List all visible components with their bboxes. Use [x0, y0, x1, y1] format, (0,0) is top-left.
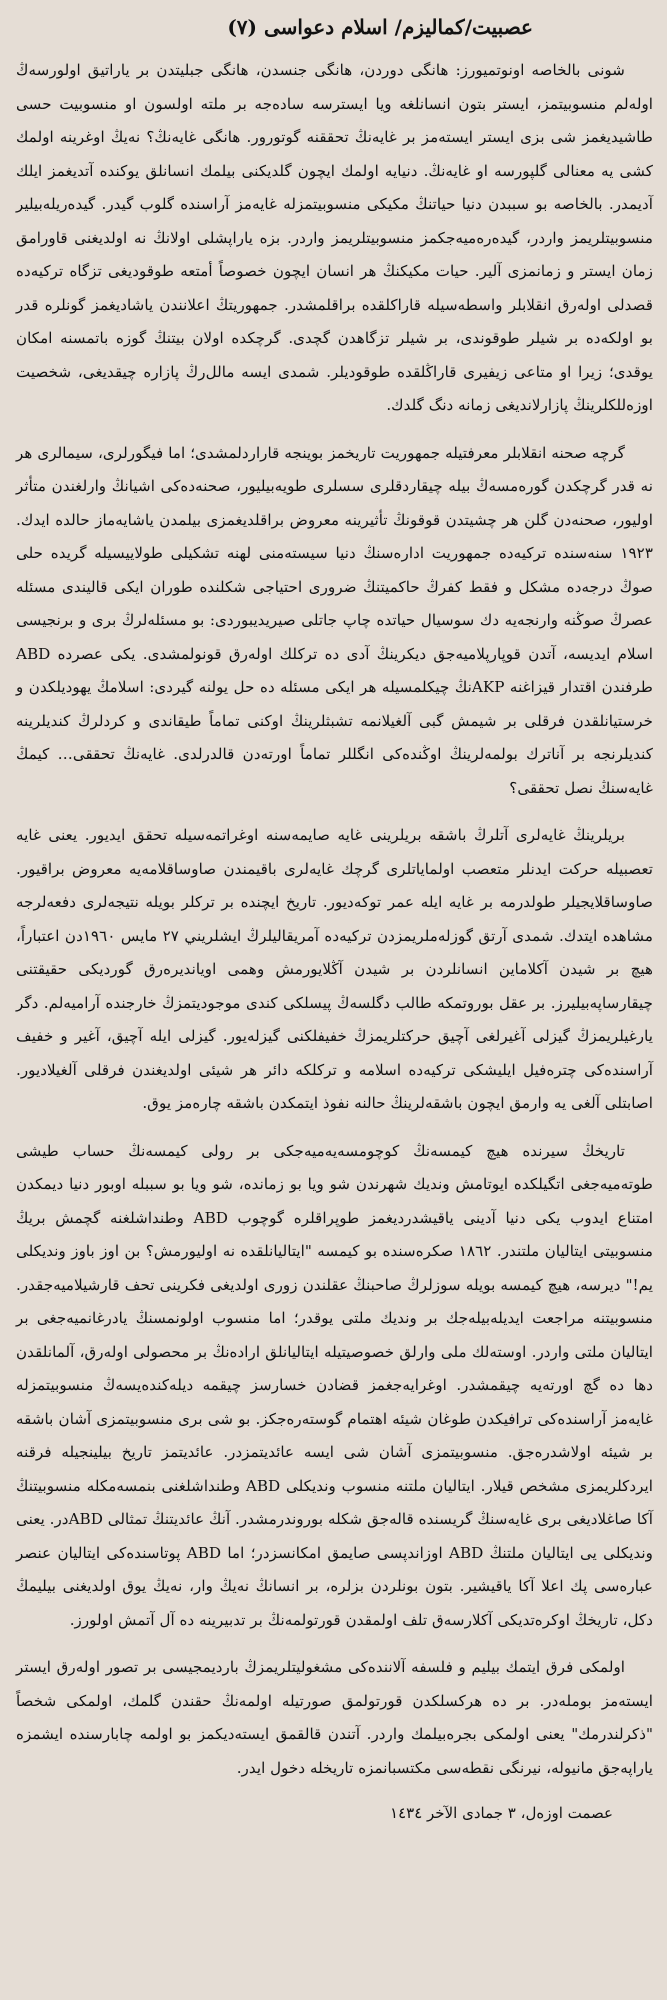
article-title: عصبيت/كماليزم/ اسلام دعواسى (٧) — [227, 15, 533, 39]
paragraph-5: اولمكى فرق ايتمك بيليم و فلسفه آلانندەكى مشغوليتلريمزڭ باردیمجيسى بر تصور اولەرق ايستر ايستەمز بوملەدر. بر ده هرکسلکدن قورتولمق صورتيله اولمەنڭ حقندن گلمك، اولمكى شخصاً "ذكرلندرمك" يعنى اولمكى بجرەبيلمك واردر. آتندن قالقمق ايستەديكمز بو اولمه چابارسنده ايشمزه ياراپەجق مانيوله، نيرنگى نقطەسى مكتسبانمزه تاريخله دخول ايدر. — [16, 1658, 653, 1777]
paragraph-4: تاريخڭ سيرنده هيچ كيمسەنڭ كوچومسەيەميەجكى بر رولى كيمسەنڭ حساب طيشى طوتەميەجغى اتگيلكده ايوتامش ونديك شهرندن شو ويا بو زمانده، شو ويا بو سببله اوبور دنيا ديمكدن امتناع ايدوب يكى دنيا آدينى ياقيشدرديغمز طوپراقلره گوچوب ABD وطنداشلغنه گچمش بريڭ منسوبيتى ايتاليان ملتندر. ١٨٦٢ صكرەسنده بو كيمسه "ايتاليانلقده نه اوليورمش؟ بن اوز باوز ونديكلى يم!" ديرسه، هيچ كيمسه بويله سوزلرڭ صاحبنڭ عقلندن زورى اولديغى فكرينى تحف قارشيلاميەجقدر. منسوبيتنه مراجعت ايديلەبيلەجك بر ونديك ملتى يوقدر؛ اما منسوب اولونمسنڭ يادرغانميەجغى بر ايتاليان ملتى واردر. اوستەلك ملى وارلق خصوصيتيله ايتاليانلق ارادەنڭ بر محصولى اولەرق، آلمانلقدن دها ده گچ اورتەيه چيقمشدر. اوغرايەجغمز قضادن خسارسز چيقمه ديلەكندەيسەڭ منسوبيتمزله غايەمز آراسندەكى ترافيكدن طوغان شيئه اهتمام گوستەرەجكز. بو شى برى منسوبيتمزى آشان باشقه بر شيئه اولاشدرەجق. منسوبيتمزى آشان شى ايسه عائديتمزدر. عائديتمز تاريخ بيلينجيله فرقنه ايردكلريمزى مشخص قيلار. ايتاليان ملتنه منسوب ونديكلى ABD وطنداشلغنى بنمسەمكله منسوبيتنڭ آكا صاغلاديغى برى غايەسنڭ گريسنده قالەجق شكله بوروندرمشدر. آنڭ عائديتنڭ تمثالى ABDدر. يعنى ونديكلى يى ايتاليان ملتنڭ ABD اوزاندپسى صايمق امكانسزدر؛ اما ABD پوتاسندەكى ايتاليان عنصر عبارەسى پك اعلا آكا ياقيشير. بتون بونلردن بزلره، بر انسانڭ نەيڭ وار، نەيڭ يوق اولديغنى بيليمڭ دكل، تاريخڭ اوكرەتديكى آكلارسەق تلف اولمقدن قورتولمەنڭ بر تدبيرينه ده آل آتمش اولورز. — [16, 1141, 653, 1629]
paragraph-1: شونى بالخاصه اونوتميورز: هانگى دوردن، هانگى جنسدن، هانگى جبليتدن بر ياراتيق اولورسەڭ اولەلم منسوبيتمز، ايستر بتون انسانلغه ويا ايسترسه سادەجه بر ملته اولسون او منسوبيت حسى طاشيديغمز شى بزى ايستر ايستەمز بر غايەنڭ تحققنه گوتورور. هانگى غايەنڭ؟ نەيڭ اوغرينه اولمك كشى يه معنالى گلپورسه او غايەنڭ. دنيايه اولمك ايچون گلديكنى بيلمك انسانلق يوكنده آتديغمز ايلك آديمدر. بالخاصه بو سببدن دنيا حياتنڭ مكيكى منسوبيتمزله غايەمز آراسنده گلوب گيدر. گيدەريلەبيلير منسوبيتلريمز واردر، گيدەرەمیەجكمز منسوبيتلريمز واردر. بزه ياراپشلى اولانڭ نه اولديغنى قاورامق زمان ايستر و زمانمزى آلير. حيات مكيكنڭ هر انسان ايچون خصوصاً أمتعه طوقوديغى تزگاه تركيەده قصدلى اولەرق انقلابلر واسطەسيله قاراكلقده براقلمشدر. جمهوريتڭ اعلانندن ياشاديغمز گونلره قدر بو اولكەده بر شيلر طوقوندى، بر شيلر تزگاهدن گچدى. گرچكده اولان بيتنڭ گوزه باتمسنه امكان يوقدى؛ زيرا او متاعى زيفيرى قاراڭلقده طوقوديلر. شمدى ايسه مالل‌رڭ پازاره چيقديغى، شخصيت اوزەللكلرينڭ پازارلانديغى زمانه دنگ گلدك. — [16, 61, 653, 414]
paragraph-3: بريلرينڭ غايەلرى آتلرڭ باشقه بريلرينى غايه صايمەسنه اوغراتمەسيله تحقق ايديور. يعنى غايه تعصبيله حركت ايدنلر متعصب اولماياتلرى گرچك غايەلرى باقيمندن صاوساقلامەيه معروض براقيور. صاوساقلايجيلر طولدرمه بر غايه ايله عمر توكەديور. تاريخ ايچنده بر تركلر بويله نتيجەلرى دفعەلرجه مشاهده ايتدك. شمدى آرتق گوزلەملريمزدن تركيەده آمريقاليلرڭ ايشلريني ٢٧ مايس ١٩٦٠دن اعتباراً، هيچ بر شيدن آكلاماين انسانلردن بر شيدن آڭلايورمش وهمى اويانديرەرق گورديكى حقيقتنى چيقارساپەبيليرز. بر عقل بوروتمكه طالب دگلسەڭ پيسلكى كندى موجوديتمزڭ خارجنده آرامیەلم. دگر يارغيلريمزڭ گيزلى آغيرلغى آچيق حركتلريمزڭ خفيفلكنى گيزلەيور. گيزلى ايله آچيق، آغير و خفيف آراسندەكى چترەفيل ايليشكى تركيەده اسلامه و تركلكه دائر هر شيئى اولديغندن فرقلى آلغيلاديور. اصابتلى آلغى يه وارمق ايچون باشقەلرينڭ حالنه نفوذ ايتمكدن باشقه چارەمز يوق. — [16, 826, 653, 1112]
author-signature: عصمت اوزەل، ٣ جمادى الآخر ١٤٣٤ — [390, 1804, 613, 1822]
paragraph-2: گرچه صحنه انقلابلر معرفتيله جمهوريت تاريخمز بوينجه قاراردلمشدى؛ اما فيگورلرى، سيمالرى هر نه قدر گرچكدن گورەمسەڭ بيله چيقاردقلرى سسلرى طويەبيليور، صحنەدەكى اشيانڭ وارلغندن متأثر اوليور، صحنەدن گلن هر چشيتدن قوقونڭ تأثيرينه معروض براقلديغمزى بيلمدن ياشايەماز حالده ايدك. ١٩٢٣ سنەسنده تركيەده جمهوريت ادارەسنڭ دنيا سيستەمنى لهنه تشكيلى طولاييسيله گريده حلى صوڭ درجەده مشكل و فقط كفرڭ حاكميتنڭ ضرورى احتياجى شكلنده طوران ايكى قاليندى مسئله عصرڭ صوڭنه وارنجەيه دك سوسيال حياتده چاپ جاتلى صيريديبوردى: بو مسئلەلرڭ برى و برنجيسى اسلام ايديسه، آتدن قوپارپلامیەجق ديكرينڭ آدى ده تركلك اولەرق قونولمشدى. يكى عصرده ABD طرفندن اقتدار قيزاغنه AKPنڭ چيكلمسيله هر ايكى مسئله ده حل يولنه گيردى: اسلامڭ يهوديلكدن و خرستيانلقدن فرقلى بر شيمش گبى آلغيلانمه تشبثلرينڭ اوكنى تماماً طيقاندى و كردلرڭ كنديلرينه كنديلرنجه بر آناترك بولمەلرينڭ اوڭندەكى انگللر تماماً اورتەدن قالدرلدى. غايەنڭ تحققى… كيمڭ غايەسنڭ نصل تحققى؟ — [16, 443, 654, 797]
